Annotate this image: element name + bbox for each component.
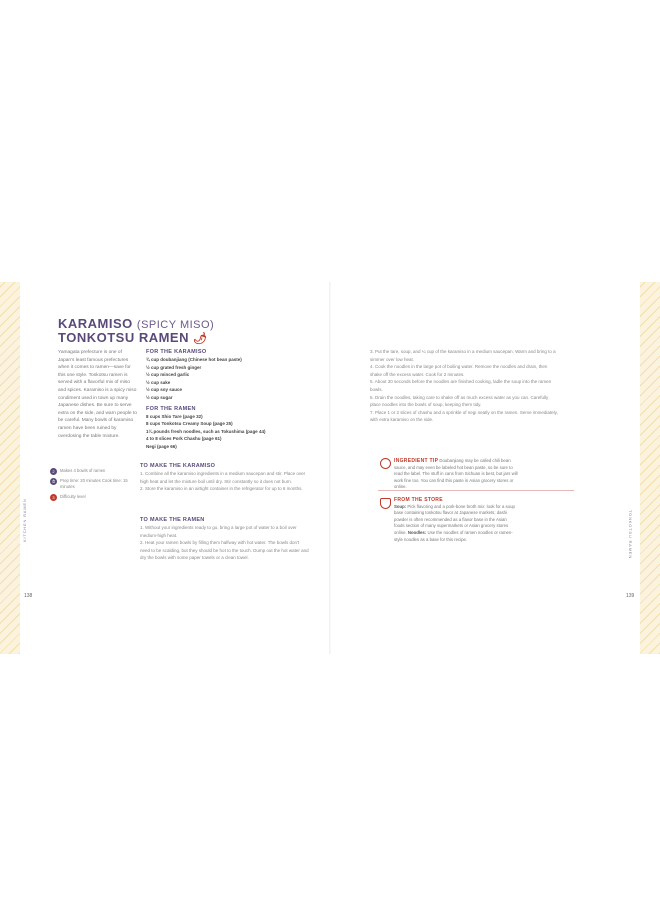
method-step: 5. About 30 seconds before the noodles are finished cooking, ladle the soup into the ramen bowls. [370, 379, 552, 392]
ingredient-item: ½ cup grated fresh ginger [146, 364, 202, 370]
meta-servings [50, 468, 135, 475]
title-line2: TONKOTSU RAMEN [58, 330, 189, 345]
left-page-pattern [0, 282, 20, 654]
recipe-title-line2 [58, 330, 208, 345]
ingredient-tip [394, 458, 518, 491]
noodles-text: Use the noodles of ramen noodles or ramen-style noodles as a base for this recipe. [394, 529, 513, 542]
method-step: 2. Heat your ramen bowls by filling them halfway with hot water. The bowls don't need to be scalding, but they should be hot to the touch. Dump out the hot water and dry the bowls with some paper towels or a clean towel. [140, 540, 309, 561]
soup-label: Soup: [394, 503, 407, 509]
method-step: 6. Drain the noodles, taking care to shake off as much excess water as you can. Carefully place noodles into the bowls of soup, keeping them tidy. [370, 394, 549, 408]
ingredient-item: ½ cup minced garlic [146, 372, 190, 378]
meta-time [50, 478, 135, 489]
ingredient-item: 8 cups Shio Tare (page 32) [146, 413, 203, 419]
page-number-left: 138 [24, 593, 33, 599]
method-step: 2. Store the karamiso in an airtight container in the refrigerator for up to 6 months. [140, 486, 303, 492]
recipe-title [58, 316, 214, 331]
method-step: 1. Without your ingredients ready to go, bring a large pot of water to a boil over medium-high heat. [140, 525, 297, 538]
ingredient-item: ½ cup soy sauce [146, 387, 183, 393]
from-the-store-heading: FROM THE STORE [394, 497, 443, 503]
book-gutter [329, 282, 331, 654]
bowl-icon [380, 498, 391, 509]
soup-text: Pick flavoring and a pork-bone broth mix: look for a soup base containing tonkotsu flavor at Japanese markets; dashi powder is often recommended as a flavor base in the Asian foods section of many supermarkets or Asian grocery stores online. [394, 503, 515, 535]
ingredient-item: 8 cups Tonkotsu Creamy Soup (page 25) [146, 421, 233, 427]
ramen-ingredients-heading: FOR THE RAMEN [146, 405, 196, 412]
karamiso-method-heading: TO MAKE THE KARAMISO [140, 463, 216, 469]
difficulty-icon: 3 [50, 494, 57, 501]
method-step: 7. Place 1 or 2 slices of chashu and a sprinkle of negi neatly on the ramen. Serve immediately, with extra karamiso on the side. [370, 409, 558, 423]
chili-icon: 🌶 [193, 333, 208, 345]
servings-text: Makes 4 bowls of ramen [60, 468, 106, 473]
from-the-store [394, 497, 518, 543]
servings-icon: 2 [50, 468, 57, 475]
ingredient-tip-heading: INGREDIENT TIP [394, 458, 439, 464]
noodles-label: Noodles: [407, 529, 427, 535]
ingredients-column [146, 348, 306, 451]
ingredient-item: ½ cup sugar [146, 394, 173, 400]
ingredient-item: ¾ cup doubanjiang (Chinese hot bean paste) [146, 357, 242, 362]
ingredient-item: Negi (page 66) [146, 443, 177, 449]
method-right-column [370, 348, 560, 424]
ramen-method-heading: TO MAKE THE RAMEN [140, 517, 205, 523]
left-running-head: KITCHEN RAMEN [22, 498, 27, 542]
title-main: KARAMISO [58, 316, 133, 331]
method-step: 3. Put the tare, soup, and ¼ cup of the karamiso in a medium saucepan. Warm and bring to a simmer over low heat. [370, 349, 556, 362]
ingredient-item: ½ cup sake [146, 379, 171, 385]
divider [378, 490, 574, 491]
intro-paragraph: Yamagata prefecture is one of Japan's least famous prefectures when it comes to ramen—save for this one style. Tonkotsu ramen is served with a flavorful mix of miso and spices. Karamiso is a spicy miso condiment used in town up many Japanese dishes. Be sure to serve extra on the side, and warn people to be careful. Many bowls of karamiso ramen have been ruined by overdosing the table mixture. [58, 350, 137, 439]
karamiso-method [140, 462, 310, 493]
ingredient-tip-icon [380, 458, 391, 469]
ingredient-tip-text: Doubanjiang may be called chili bean sauce, and may even be labeled hot bean paste, so be sure to read the label. The stuff in cans from Sichuan is best, but jars will work fine too. You can find this paste in Asian grocery stores or online. [394, 458, 518, 490]
method-step: 4. Cook the noodles in the large pot of boiling water. Remove the noodles and drain, then shake off the excess water. Cook for 2 minutes. [370, 364, 548, 377]
time-text: Prep time: 20 minutes Cook time: 15 minutes [60, 478, 128, 489]
ingredient-item: 4 to 8 slices Pork Chashu (page 61) [146, 436, 222, 442]
title-sub: (SPICY MISO) [136, 319, 215, 331]
clock-icon: ⏱ [51, 479, 56, 484]
ingredient-item: 1¼ pounds fresh noodles, such as Tokushima (page 44) [146, 428, 266, 434]
difficulty-text: Difficulty level [60, 494, 86, 499]
ramen-method [140, 516, 310, 562]
karamiso-ingredients-heading: FOR THE KARAMISO [146, 349, 207, 355]
method-step: 1. Combine all the karamiso ingredients in a medium saucepan and stir. Place over high heat and let the mixture boil until dry. Stir constantly so it does not burn. [140, 471, 306, 484]
book-spread [0, 282, 660, 654]
meta-difficulty [50, 494, 135, 501]
right-page-pattern [640, 282, 660, 654]
page-number-right: 139 [626, 593, 635, 599]
right-running-head: TONKOTSU RAMEN [628, 510, 633, 559]
